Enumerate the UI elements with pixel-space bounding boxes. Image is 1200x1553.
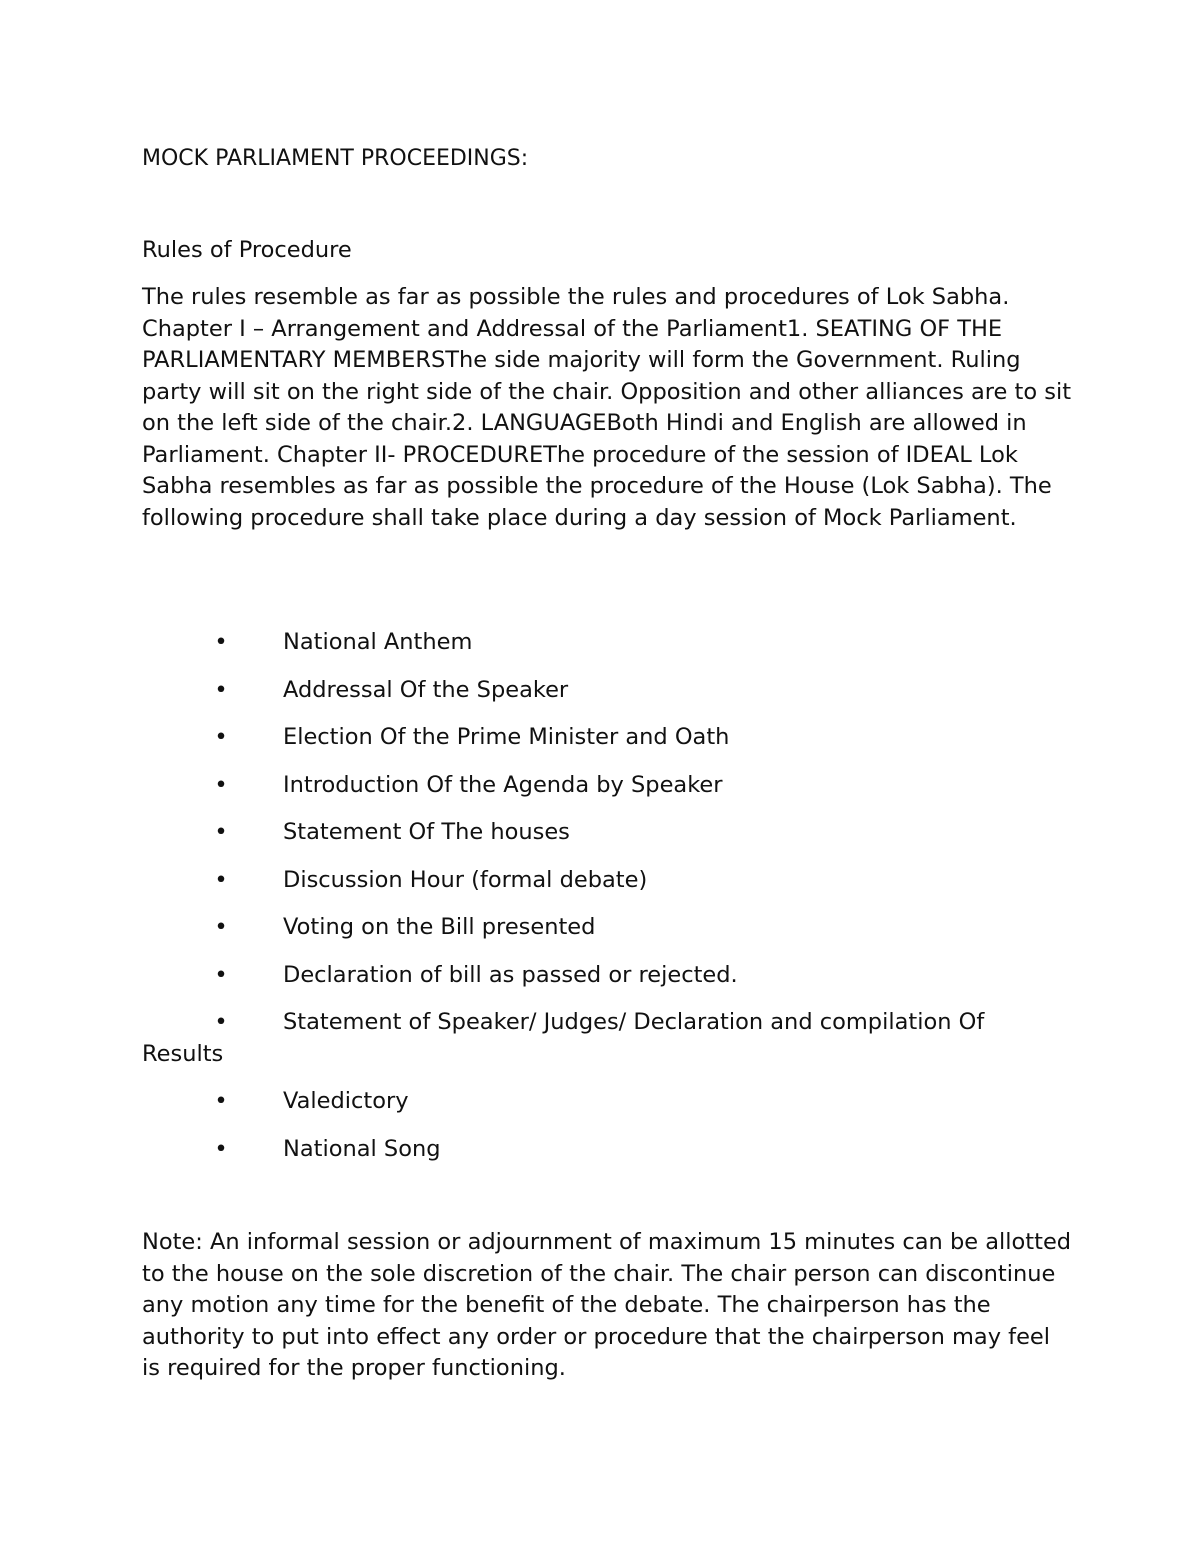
list-item <box>142 1086 1072 1118</box>
note-paragraph: Note: An informal session or adjournment of maximum 15 minutes can be allotted to the house on the sole discretion of the chair. The chair person can discontinue any motion any time for the benefit of the debate. The chairperson has the authority to put into effect any order or procedure that the chairperson may feel is required for the proper functioning. <box>142 1229 1072 1381</box>
list-item-text: National Anthem <box>283 629 473 655</box>
bullet-icon: • <box>214 1135 228 1162</box>
bullet-icon: • <box>214 1088 228 1114</box>
list-item-text: Election Of the Prime Minister and Oath <box>283 724 730 750</box>
agenda-list <box>142 627 1072 1181</box>
list-item-text: Voting on the Bill presented <box>283 914 596 940</box>
list-item <box>142 1007 1072 1070</box>
list-item <box>142 912 1072 944</box>
bullet-icon: • <box>214 1009 228 1035</box>
list-item-text: Introduction Of the Agenda by Speaker <box>283 771 723 798</box>
list-item <box>142 960 1072 992</box>
bullet-icon: • <box>214 961 228 988</box>
list-item-text: Declaration of bill as passed or rejected. <box>283 961 738 988</box>
list-item-text: Statement Of The houses <box>283 819 570 845</box>
list-item <box>142 675 1072 707</box>
bullet-icon: • <box>214 819 228 845</box>
list-item <box>142 722 1072 754</box>
list-item <box>142 1134 1072 1166</box>
list-item <box>142 865 1072 897</box>
list-item-text: National Song <box>283 1135 441 1162</box>
list-item-text: Statement of Speaker/ Judges/ Declaration and compilation Of Results <box>142 1009 985 1067</box>
bullet-icon: • <box>214 676 228 703</box>
document-heading: MOCK PARLIAMENT PROCEEDINGS: <box>142 146 529 171</box>
list-item-text: Valedictory <box>283 1088 409 1114</box>
list-item-text: Addressal Of the Speaker <box>283 676 569 703</box>
bullet-icon: • <box>214 771 228 798</box>
section-title: Rules of Procedure <box>142 237 352 263</box>
bullet-icon: • <box>214 914 228 940</box>
bullet-icon: • <box>214 629 228 655</box>
list-item <box>142 627 1072 659</box>
list-item <box>142 817 1072 849</box>
bullet-icon: • <box>214 866 228 893</box>
bullet-icon: • <box>214 724 228 750</box>
list-item-text: Discussion Hour (formal debate) <box>283 866 648 893</box>
list-item <box>142 770 1072 802</box>
intro-paragraph: The rules resemble as far as possible the rules and procedures of Lok Sabha. Chapter I – Arrangement and Addressal of the Parliament1. SEATING OF THE PARLIAMENTARY MEMBERSThe side majority will form the Government. Ruling party will sit on the right side of the chair. Opposition and other alliances are to sit on the left side of the chair.2. LANGUAGEBoth Hindi and English are allowed in Parliament. Chapter II- PROCEDUREThe procedure of the session of IDEAL Lok Sabha resembles as far as possible the procedure of the House (Lok Sabha). The following procedure shall take place during a day session of Mock Parliament. <box>142 284 1072 531</box>
